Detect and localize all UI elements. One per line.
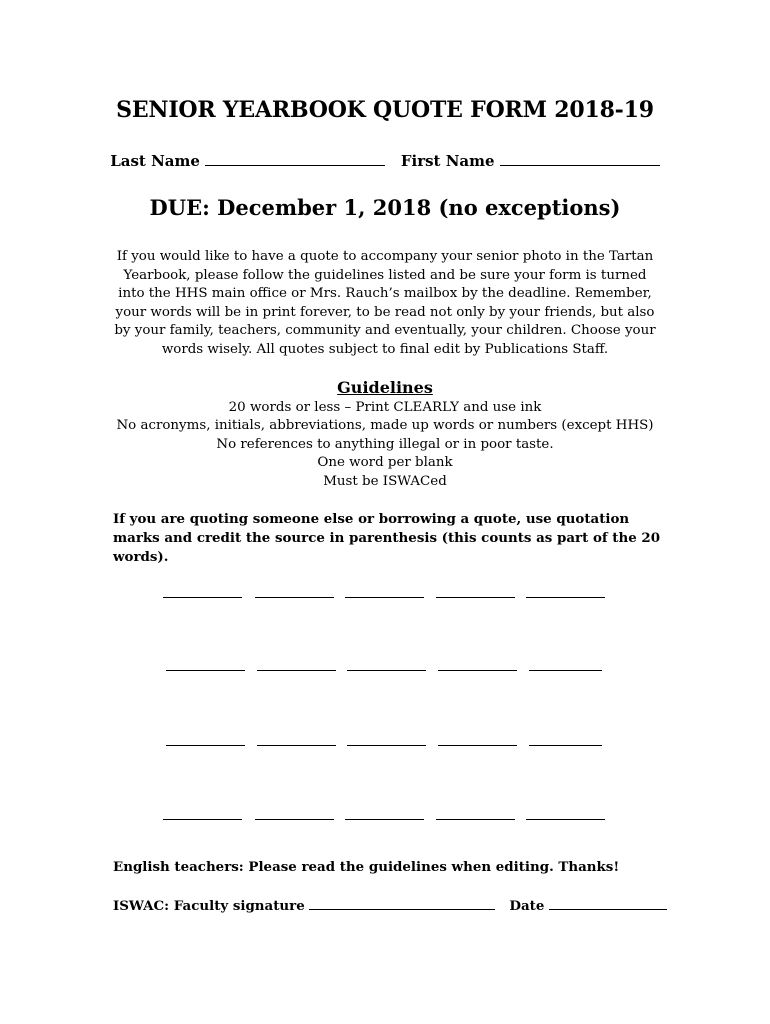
date-field[interactable] [549, 897, 667, 910]
word-blank[interactable] [347, 670, 426, 671]
word-blank[interactable] [255, 597, 334, 598]
last-name-field[interactable] [205, 151, 385, 166]
word-blank[interactable] [526, 819, 605, 820]
word-blank[interactable] [526, 597, 605, 598]
word-blank[interactable] [529, 670, 602, 671]
word-blank[interactable] [166, 745, 245, 746]
quoting-instructions: If you are quoting someone else or borrowing a quote, use quotation marks and credit the source in parenthesis (this counts as part of the 20 words). [113, 511, 661, 565]
date-label: Date [509, 898, 545, 914]
word-blank[interactable] [438, 745, 517, 746]
word-blank[interactable] [436, 819, 515, 820]
word-blank[interactable] [166, 670, 245, 671]
iswac-row [113, 897, 667, 914]
guideline-item: 20 words or less – Print CLEARLY and use ink [228, 400, 542, 415]
word-blank[interactable] [438, 670, 517, 671]
word-blank-row-4 [0, 819, 770, 821]
word-blank[interactable] [257, 745, 336, 746]
guidelines-heading: Guidelines [337, 378, 433, 397]
word-blank[interactable] [163, 597, 242, 598]
word-blank[interactable] [347, 745, 426, 746]
word-blank[interactable] [529, 745, 602, 746]
guideline-item: One word per blank [317, 455, 453, 471]
intro-paragraph: If you would like to have a quote to accompany your senior photo in the Tartan Yearbook, please follow the guidelines listed and be sure your form is turned into the HHS main office or Mrs. Rauch’s mailbox by the deadline. Remember, your words will be in print forever, to be read not only by your friends, but also by your family, teachers, community and eventually, your children. Choose your words wisely. All quotes subject to final edit by Publications Staff. [114, 249, 656, 357]
form-title: SENIOR YEARBOOK QUOTE FORM 2018-19 [116, 97, 654, 123]
word-blank[interactable] [436, 597, 515, 598]
last-name-label: Last Name [110, 152, 200, 170]
guidelines-list [0, 399, 770, 491]
faculty-signature-field[interactable] [309, 897, 495, 910]
word-blank[interactable] [345, 597, 424, 598]
word-blank-row-2 [0, 670, 770, 672]
word-blank[interactable] [163, 819, 242, 820]
guideline-item: No acronyms, initials, abbreviations, made up words or numbers (except HHS) [116, 418, 654, 434]
first-name-label: First Name [400, 152, 495, 170]
faculty-signature-label: ISWAC: Faculty signature [113, 898, 305, 914]
guideline-item: No references to anything illegal or in poor taste. [216, 436, 554, 452]
word-blank-row-1 [0, 597, 770, 599]
name-row [0, 151, 770, 170]
english-teachers-note: English teachers: Please read the guidelines when editing. Thanks! [113, 859, 620, 875]
word-blank[interactable] [345, 819, 424, 820]
due-date: DUE: December 1, 2018 (no exceptions) [149, 195, 621, 220]
word-blank-row-3 [0, 745, 770, 747]
first-name-field[interactable] [500, 151, 660, 166]
word-blank[interactable] [255, 819, 334, 820]
word-blank[interactable] [257, 670, 336, 671]
guideline-item: Must be ISWACed [323, 473, 447, 489]
